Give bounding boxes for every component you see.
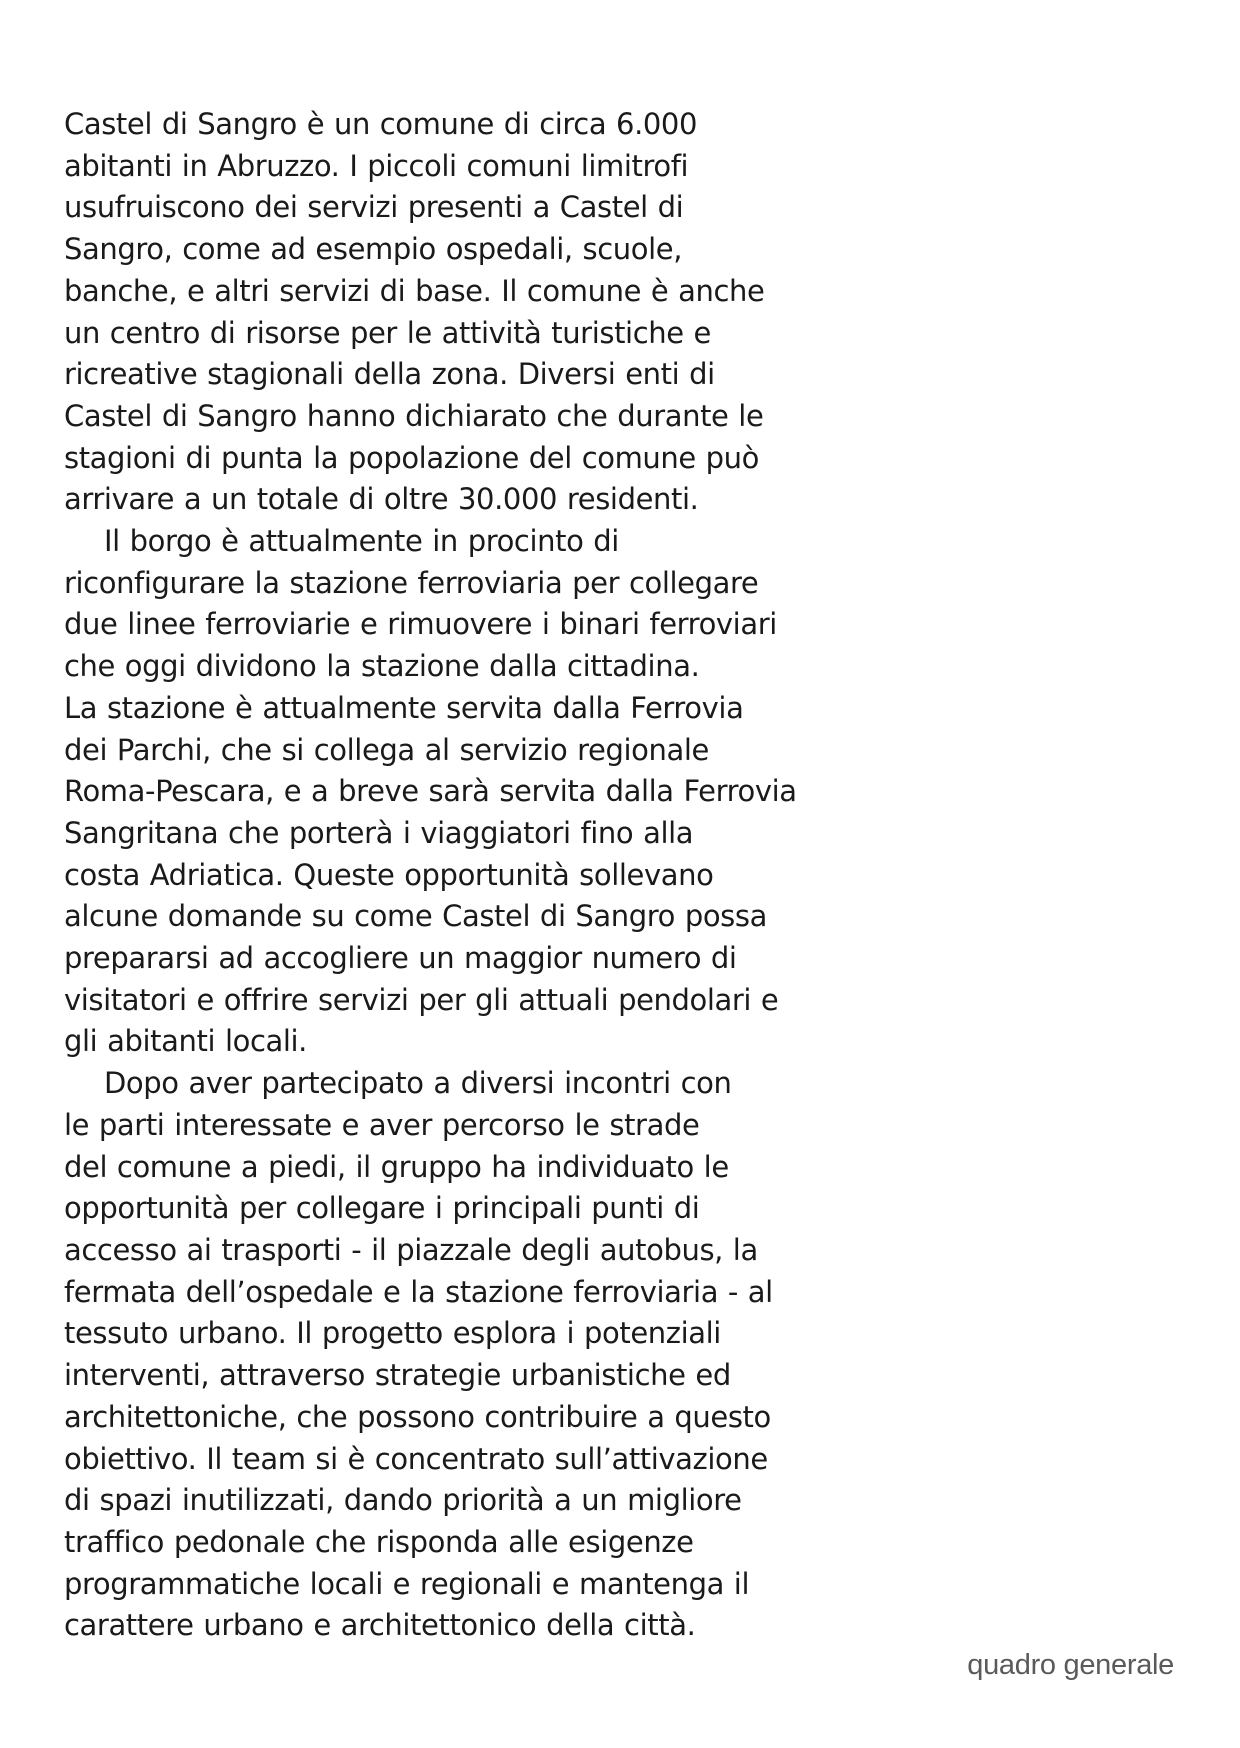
- text-line: interventi, attraverso strategie urbanistiche ed: [64, 1358, 731, 1393]
- text-line: banche, e altri servizi di base. Il comune è anche: [64, 273, 765, 308]
- text-line: gli abitanti locali.: [64, 1024, 307, 1059]
- text-line: tessuto urbano. Il progetto esplora i potenziali: [64, 1316, 721, 1351]
- text-line: riconfigurare la stazione ferroviaria per collegare: [64, 565, 759, 600]
- text-line: dei Parchi, che si collega al servizio regionale: [64, 732, 709, 767]
- text-line: architettoniche, che possono contribuire a questo: [64, 1399, 771, 1434]
- text-line: prepararsi ad accogliere un maggior numero di: [64, 941, 737, 976]
- text-line: Dopo aver partecipato a diversi incontri con: [104, 1066, 732, 1101]
- section-label: quadro generale: [967, 1649, 1174, 1681]
- body-text: [64, 104, 824, 1647]
- text-line: alcune domande su come Castel di Sangro possa: [64, 899, 767, 934]
- text-line: accesso ai trasporti - il piazzale degli autobus, la: [64, 1232, 758, 1267]
- text-line: Sangritana che porterà i viaggiatori fino alla: [64, 815, 694, 850]
- text-line: obiettivo. Il team si è concentrato sull’attivazione: [64, 1441, 768, 1476]
- text-line: Castel di Sangro è un comune di circa 6.000: [64, 107, 698, 141]
- text-line: del comune a piedi, il gruppo ha individuato le: [64, 1149, 729, 1184]
- text-line: usufruiscono dei servizi presenti a Castel di: [64, 190, 684, 225]
- text-line: opportunità per collegare i principali punti di: [64, 1191, 700, 1226]
- text-line: ricreative stagionali della zona. Diversi enti di: [64, 357, 715, 392]
- text-line: Il borgo è attualmente in procinto di: [104, 524, 619, 559]
- text-line: programmatiche locali e regionali e mantenga il: [64, 1566, 750, 1601]
- text-line: fermata dell’ospedale e la stazione ferroviaria - al: [64, 1274, 773, 1309]
- text-line: Sangro, come ad esempio ospedali, scuole,: [64, 232, 683, 267]
- text-line: carattere urbano e architettonico della città.: [64, 1608, 696, 1643]
- text-line: La stazione è attualmente servita dalla Ferrovia: [64, 690, 744, 725]
- text-line: traffico pedonale che risponda alle esigenze: [64, 1524, 694, 1559]
- text-line: un centro di risorse per le attività turistiche e: [64, 315, 711, 350]
- text-line: stagioni di punta la popolazione del comune può: [64, 440, 759, 475]
- text-line: abitanti in Abruzzo. I piccoli comuni limitrofi: [64, 148, 689, 183]
- text-line: due linee ferroviarie e rimuovere i binari ferroviari: [64, 607, 777, 642]
- text-line: che oggi dividono la stazione dalla cittadina.: [64, 649, 700, 684]
- text-line: arrivare a un totale di oltre 30.000 residenti.: [64, 482, 699, 517]
- text-line: Roma-Pescara, e a breve sarà servita dalla Ferrovia: [64, 774, 797, 809]
- text-line: di spazi inutilizzati, dando priorità a un migliore: [64, 1483, 742, 1518]
- text-line: le parti interessate e aver percorso le strade: [64, 1107, 700, 1142]
- text-line: costa Adriatica. Queste opportunità sollevano: [64, 857, 714, 892]
- text-line: Castel di Sangro hanno dichiarato che durante le: [64, 398, 764, 433]
- text-line: visitatori e offrire servizi per gli attuali pendolari e: [64, 982, 779, 1017]
